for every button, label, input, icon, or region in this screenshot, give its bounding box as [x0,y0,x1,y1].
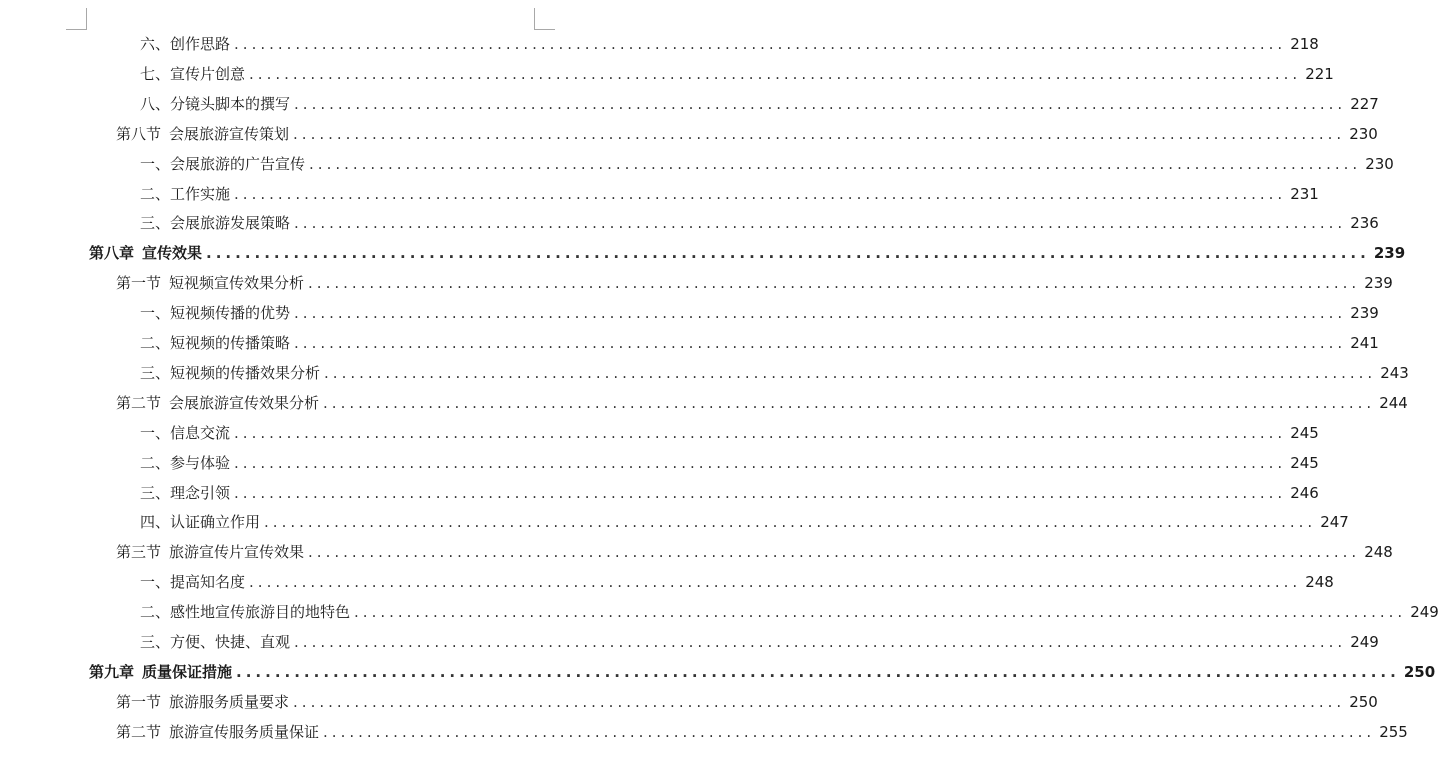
toc-page-number: 255 [1379,722,1408,741]
toc-dot-leader: ........................................................................................................................ [249,64,1302,83]
toc-entry-title [140,182,230,206]
toc-page-number: 239 [1350,304,1379,323]
toc-subsection-row[interactable] [140,211,1379,235]
toc-page-number: 227 [1350,94,1379,113]
toc-entry-number: 第一节 [116,692,162,711]
toc-page-number: 218 [1290,35,1319,53]
toc-entry-title [116,720,319,744]
toc-entry-number: 一、 [140,423,171,442]
toc-dot-leader: ........................................................................................................................ [293,692,1346,711]
toc-entry-number: 七、 [140,64,171,83]
toc-subsection-row[interactable] [140,451,1319,475]
toc-chapter-row[interactable] [89,660,1436,684]
toc-entry-text: 理念引领 [170,483,231,502]
toc-subsection-row[interactable] [140,481,1319,505]
toc-subsection-row[interactable] [140,182,1319,206]
toc-page-number: 230 [1349,124,1378,143]
toc-entry-text: 会展旅游的广告宣传 [170,154,306,173]
toc-entry-number: 四、 [140,513,171,532]
toc-entry-text: 旅游宣传片宣传效果 [169,543,305,562]
toc-entry-number: 八、 [140,94,171,113]
toc-dot-leader: ........................................................................................................................ [294,334,1347,352]
toc-entry-text: 会展旅游发展策略 [170,214,291,233]
toc-entry-number: 三、 [140,633,171,651]
toc-entry-number: 第八节 [116,124,162,143]
toc-entry-number: 第九章 [89,662,135,681]
toc-entry-text: 参与体验 [170,453,231,472]
toc-entry-text: 旅游服务质量要求 [169,692,290,711]
toc-entry-title [140,62,245,86]
toc-entry-text: 短视频宣传效果分析 [169,274,305,293]
toc-entry-title [116,391,319,415]
toc-dot-leader: ........................................................................................................................ [308,274,1361,293]
toc-entry-text: 感性地宣传旅游目的地特色 [170,603,351,622]
toc-section-row[interactable] [116,122,1378,146]
toc-entry-text: 宣传效果 [142,244,203,263]
toc-subsection-row[interactable] [140,421,1319,445]
toc-subsection-row[interactable] [140,600,1439,624]
toc-page-number: 245 [1290,423,1319,442]
crop-mark-top-right [534,29,555,30]
toc-entry-text: 短视频的传播效果分析 [170,363,321,382]
toc-entry-text: 短视频的传播策略 [170,334,291,352]
toc-entry-title [140,92,290,116]
toc-entry-text: 信息交流 [170,423,231,442]
toc-page-number: 249 [1410,603,1439,622]
toc-dot-leader: ........................................................................................................................ [206,244,1370,263]
toc-entry-title [89,660,232,684]
toc-entry-text: 认证确立作用 [170,513,261,532]
toc-dot-leader: ........................................................................................................................ [234,35,1287,53]
toc-entry-title [116,690,289,714]
toc-page-number: 248 [1305,573,1334,592]
toc-entry-text: 分镜头脚本的撰写 [170,94,291,113]
toc-dot-leader: ........................................................................................................................ [308,543,1361,562]
toc-dot-leader: ........................................................................................................................ [234,453,1287,472]
crop-mark-top-left [66,29,87,30]
toc-dot-leader: ........................................................................................................................ [354,603,1407,622]
toc-subsection-row[interactable] [140,32,1319,56]
toc-page-number: 250 [1349,692,1378,711]
toc-entry-text: 旅游宣传服务质量保证 [169,722,320,741]
toc-subsection-row[interactable] [140,152,1394,176]
toc-dot-leader: ........................................................................................................................ [264,513,1317,532]
toc-entry-number: 第二节 [116,393,162,412]
toc-subsection-row[interactable] [140,361,1409,385]
toc-entry-number: 第八章 [89,244,135,263]
toc-subsection-row[interactable] [140,331,1379,355]
toc-entry-number: 三、 [140,363,171,382]
toc-page-number: 247 [1320,513,1349,532]
toc-entry-number: 第一节 [116,274,162,293]
toc-page-number: 231 [1290,184,1319,203]
toc-entry-number: 二、 [140,453,171,472]
toc-dot-leader: ........................................................................................................................ [294,214,1347,233]
toc-entry-number: 三、 [140,483,171,502]
toc-section-row[interactable] [116,720,1408,744]
toc-dot-leader: ........................................................................................................................ [249,573,1302,592]
toc-entry-number: 第二节 [116,722,162,741]
toc-entry-title [140,570,245,594]
toc-section-row[interactable] [116,690,1378,714]
toc-entry-title [140,152,305,176]
toc-page-number: 248 [1364,543,1393,562]
toc-subsection-row[interactable] [140,630,1379,654]
toc-page-number: 245 [1290,453,1319,472]
toc-subsection-row[interactable] [140,510,1349,534]
toc-subsection-row[interactable] [140,570,1334,594]
toc-page-number: 250 [1403,662,1436,681]
toc-dot-leader: ........................................................................................................................ [294,94,1347,113]
toc-page-number: 236 [1350,214,1379,233]
toc-entry-title [140,361,320,385]
toc-page-number: 243 [1380,363,1409,382]
toc-entry-number: 第三节 [116,543,162,562]
toc-dot-leader: ........................................................................................................................ [234,184,1287,203]
toc-subsection-row[interactable] [140,92,1379,116]
toc-entry-text: 短视频传播的优势 [170,304,291,323]
toc-dot-leader: ........................................................................................................................ [234,423,1287,442]
toc-entry-title [140,421,230,445]
toc-dot-leader: ........................................................................................................................ [324,363,1377,382]
toc-entry-number: 二、 [140,334,171,352]
toc-dot-leader: ........................................................................................................................ [293,124,1346,143]
toc-dot-leader: ........................................................................................................................ [294,304,1347,323]
toc-dot-leader: ........................................................................................................................ [234,483,1287,502]
toc-entry-text: 提高知名度 [170,573,246,592]
toc-entry-text: 会展旅游宣传效果分析 [169,393,320,412]
toc-entry-title [116,271,304,295]
toc-entry-title [140,211,290,235]
toc-entry-number: 一、 [140,573,171,592]
toc-section-row[interactable] [116,540,1393,564]
toc-dot-leader: ........................................................................................................................ [323,393,1376,412]
toc-entry-title [140,510,260,534]
toc-page-number: 230 [1365,154,1394,173]
toc-dot-leader: ........................................................................................................................ [309,154,1362,173]
toc-entry-title [140,301,290,325]
toc-entry-title [116,540,304,564]
toc-page-number: 221 [1305,64,1334,83]
toc-dot-leader: ........................................................................................................................ [236,662,1400,681]
toc-page-number: 244 [1379,393,1408,412]
toc-entry-title [140,32,230,56]
toc-page-number: 241 [1350,334,1379,352]
toc-entry-text: 创作思路 [170,35,231,53]
toc-entry-text: 会展旅游宣传策划 [169,124,290,143]
toc-entry-text: 方便、快捷、直观 [170,633,291,651]
toc-section-row[interactable] [116,271,1393,295]
toc-entry-text: 工作实施 [170,184,231,203]
toc-entry-title [89,241,202,265]
toc-page-number: 239 [1364,274,1393,293]
toc-page-number: 249 [1350,633,1379,651]
toc-entry-title [140,451,230,475]
toc-entry-number: 六、 [140,35,171,53]
toc-entry-number: 三、 [140,214,171,233]
toc-page-number: 246 [1290,483,1319,502]
toc-entry-text: 宣传片创意 [170,64,246,83]
toc-entry-number: 二、 [140,184,171,203]
toc-entry-number: 二、 [140,603,171,622]
toc-page-number: 239 [1373,244,1406,263]
toc-entry-title [116,122,289,146]
toc-entry-title [140,630,290,654]
toc-entry-number: 一、 [140,304,171,323]
toc-chapter-row[interactable] [89,241,1406,265]
toc-entry-title [140,481,230,505]
toc-entry-number: 一、 [140,154,171,173]
crop-mark-top-left [86,8,87,30]
toc-entry-title [140,600,350,624]
toc-subsection-row[interactable] [140,301,1379,325]
toc-section-row[interactable] [116,391,1408,415]
toc-dot-leader: ........................................................................................................................ [323,722,1376,741]
toc-entry-text: 质量保证措施 [142,662,233,681]
toc-dot-leader: ........................................................................................................................ [294,633,1347,651]
toc-entry-title [140,331,290,355]
toc-subsection-row[interactable] [140,62,1334,86]
crop-mark-top-right [534,8,535,30]
